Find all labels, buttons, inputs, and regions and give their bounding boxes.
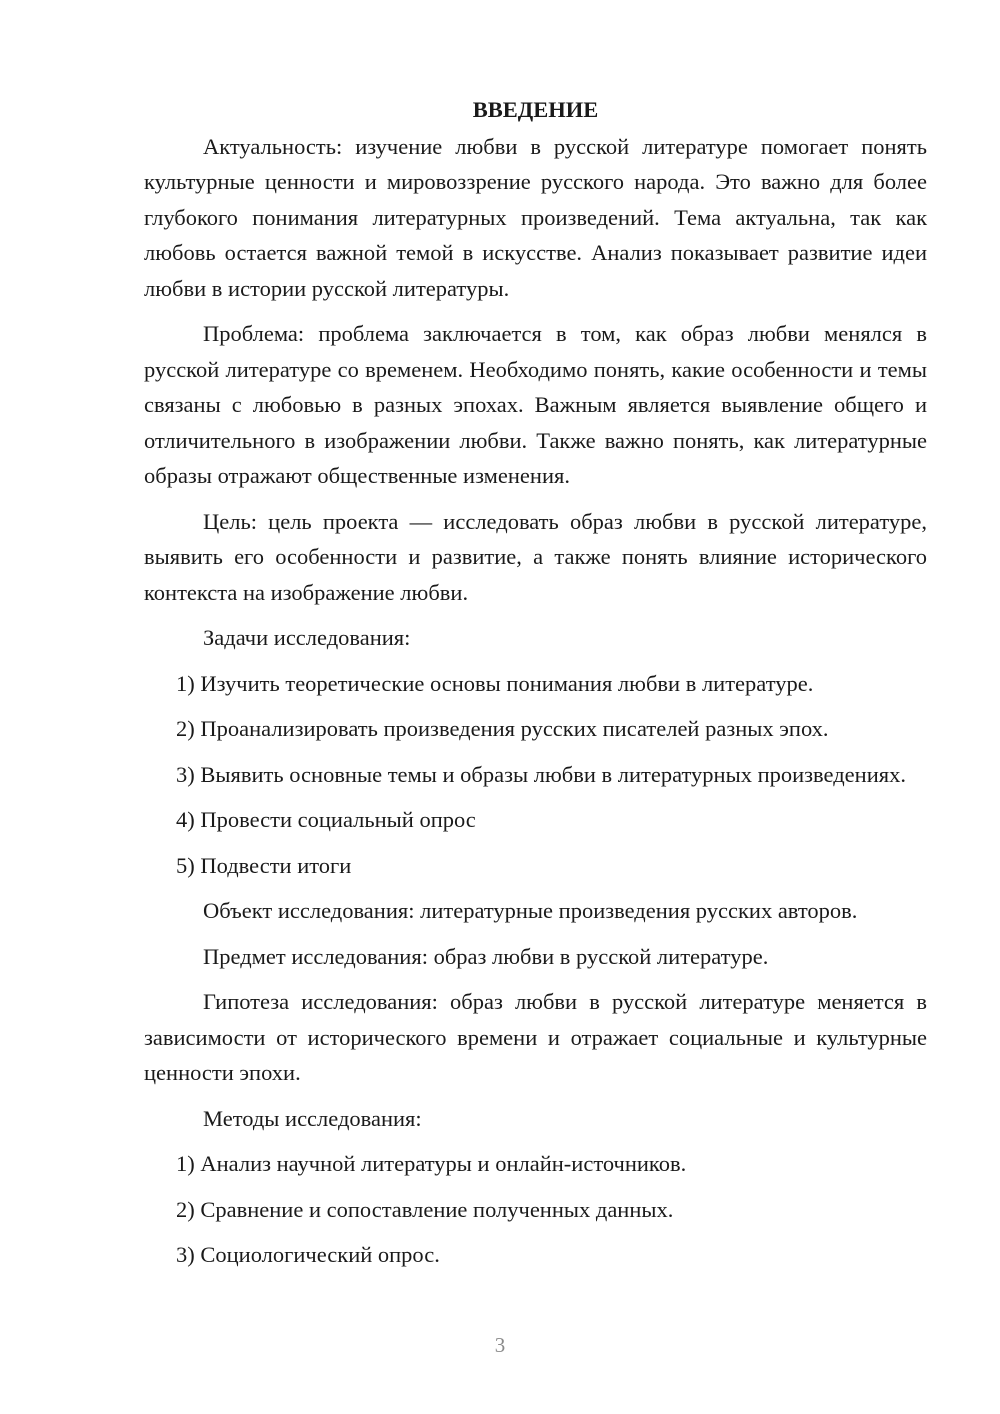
task-item-4: 4) Провести социальный опрос: [176, 807, 476, 832]
research-subject: Предмет исследования: образ любви в русской литературе.: [203, 943, 769, 969]
goal-paragraph: Цель: цель проекта — исследовать образ любви в русской литературе, выявить его особенности и развитие, а также понять влияние исторического контекста на изображение любви.: [144, 508, 927, 605]
task-item-5: 5) Подвести итоги: [176, 852, 352, 878]
relevance-paragraph: Актуальность: изучение любви в русской литературе помогает понять культурные ценности и мировоззрение русского народа. Это важно для более глубокого понимания литературных произведений. Тема актуальна, так как любовь остается важной темой в искусстве. Анализ показывает развитие идеи любви в истории русской литературы.: [144, 133, 927, 301]
document-body: [144, 92, 927, 1283]
tasks-title: Задачи исследования:: [203, 625, 411, 650]
task-item-1: 1) Изучить теоретические основы понимания любви в литературе.: [176, 670, 814, 696]
methods-title: Методы исследования:: [203, 1105, 422, 1131]
section-heading: ВВЕДЕНИЕ: [472, 97, 599, 122]
method-item-2: 2) Сравнение и сопоставление полученных данных.: [176, 1196, 674, 1222]
page-number: 3: [494, 1333, 506, 1357]
problem-paragraph: Проблема: проблема заключается в том, как образ любви менялся в русской литературе со временем. Необходимо понять, какие особенности и темы связаны с любовью в разных эпохах. Важным является выявление общего и отличительного в изображении любви. Также важно понять, как литературные образы отражают общественные изменения.: [144, 321, 927, 488]
research-object: Объект исследования: литературные произведения русских авторов.: [203, 898, 858, 923]
task-item-2: 2) Проанализировать произведения русских писателей разных эпох.: [176, 716, 829, 741]
method-item-3: 3) Социологический опрос.: [176, 1242, 440, 1267]
task-item-3: 3) Выявить основные темы и образы любви в литературных произведениях.: [176, 761, 906, 787]
research-hypothesis: Гипотеза исследования: образ любви в русской литературе меняется в зависимости от исторического времени и отражает социальные и культурные ценности эпохи.: [144, 989, 927, 1085]
method-item-1: 1) Анализ научной литературы и онлайн-источников.: [176, 1151, 687, 1176]
